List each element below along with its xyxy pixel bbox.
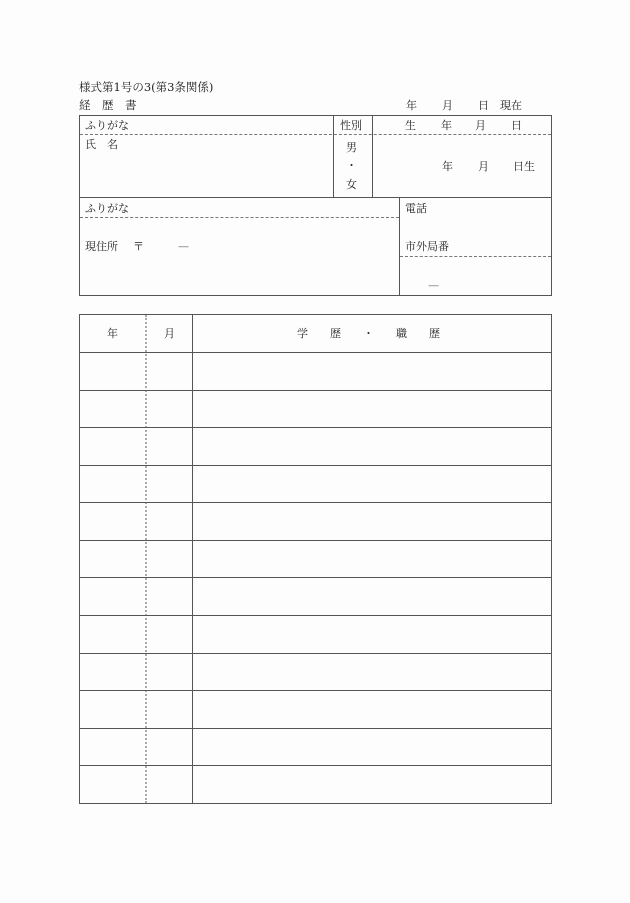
- history-row-year-cell[interactable]: [80, 428, 145, 464]
- history-row-content-cell[interactable]: [193, 353, 551, 389]
- history-row-content-cell[interactable]: [193, 578, 551, 614]
- history-row-month-cell[interactable]: [147, 729, 192, 765]
- date-year-label: 年: [406, 99, 417, 112]
- history-row-year-cell[interactable]: [80, 503, 145, 539]
- phone-label: 電話: [405, 202, 427, 215]
- birth-month-label: 月: [478, 160, 489, 173]
- birth-header-day: 日: [511, 119, 522, 132]
- history-row-content-cell[interactable]: [193, 391, 551, 427]
- phone-dash: —: [428, 279, 439, 292]
- name-furigana-label: ふりがな: [85, 119, 129, 132]
- address-label: 現住所: [85, 240, 118, 253]
- birth-day-label: 日生: [513, 160, 535, 173]
- phone-input[interactable]: [400, 257, 551, 295]
- history-row-year-cell[interactable]: [80, 691, 145, 727]
- birth-header-sei: 生: [405, 119, 416, 132]
- history-row-month-cell[interactable]: [147, 391, 192, 427]
- history-row-month-cell[interactable]: [147, 654, 192, 690]
- postal-mark: 〒: [133, 240, 144, 253]
- birth-header-year: 年: [441, 119, 452, 132]
- history-row-year-cell[interactable]: [80, 616, 145, 652]
- history-row-content-cell[interactable]: [193, 691, 551, 727]
- history-row-content-cell[interactable]: [193, 541, 551, 577]
- document-title: 経 歴 書: [79, 98, 137, 112]
- history-row-year-cell[interactable]: [80, 654, 145, 690]
- history-row-month-cell[interactable]: [147, 691, 192, 727]
- history-row-year-cell[interactable]: [80, 541, 145, 577]
- gender-separator: ・: [346, 159, 357, 172]
- history-row-content-cell[interactable]: [193, 729, 551, 765]
- history-row-content-cell[interactable]: [193, 428, 551, 464]
- gender-female-option[interactable]: 女: [346, 178, 357, 191]
- birth-header-month: 月: [475, 119, 486, 132]
- history-row-year-cell[interactable]: [80, 466, 145, 502]
- history-row-year-cell[interactable]: [80, 729, 145, 765]
- history-row-content-cell[interactable]: [193, 503, 551, 539]
- history-row-month-cell[interactable]: [147, 503, 192, 539]
- history-header-year: 年: [107, 327, 118, 340]
- gender-male-option[interactable]: 男: [346, 141, 357, 154]
- history-row-month-cell[interactable]: [147, 428, 192, 464]
- history-row-month-cell[interactable]: [147, 541, 192, 577]
- area-code-label: 市外局番: [405, 240, 449, 253]
- history-row-month-cell[interactable]: [147, 466, 192, 502]
- date-day-label: 日: [478, 99, 489, 112]
- history-row-month-cell[interactable]: [147, 766, 192, 802]
- history-row-year-cell[interactable]: [80, 391, 145, 427]
- history-header-content: 学 歴 ・ 職 歴: [297, 327, 440, 340]
- history-row-content-cell[interactable]: [193, 766, 551, 802]
- history-row-month-cell[interactable]: [147, 353, 192, 389]
- history-row-content-cell[interactable]: [193, 654, 551, 690]
- birth-year-label: 年: [442, 160, 453, 173]
- address-furigana-label: ふりがな: [85, 202, 129, 215]
- name-label: 氏 名: [85, 138, 118, 151]
- gender-label: 性別: [340, 119, 362, 132]
- history-row-content-cell[interactable]: [193, 616, 551, 652]
- date-month-label: 月: [442, 99, 453, 112]
- history-row-year-cell[interactable]: [80, 578, 145, 614]
- history-row-month-cell[interactable]: [147, 578, 192, 614]
- history-row-year-cell[interactable]: [80, 353, 145, 389]
- postal-dash: —: [178, 240, 189, 253]
- date-current-label: 現在: [500, 99, 522, 112]
- history-header-month: 月: [164, 327, 175, 340]
- form-number: 様式第1号の3(第3条関係): [79, 80, 214, 94]
- history-row-year-cell[interactable]: [80, 766, 145, 802]
- history-row-month-cell[interactable]: [147, 616, 192, 652]
- address-input[interactable]: [80, 218, 399, 295]
- history-row-content-cell[interactable]: [193, 466, 551, 502]
